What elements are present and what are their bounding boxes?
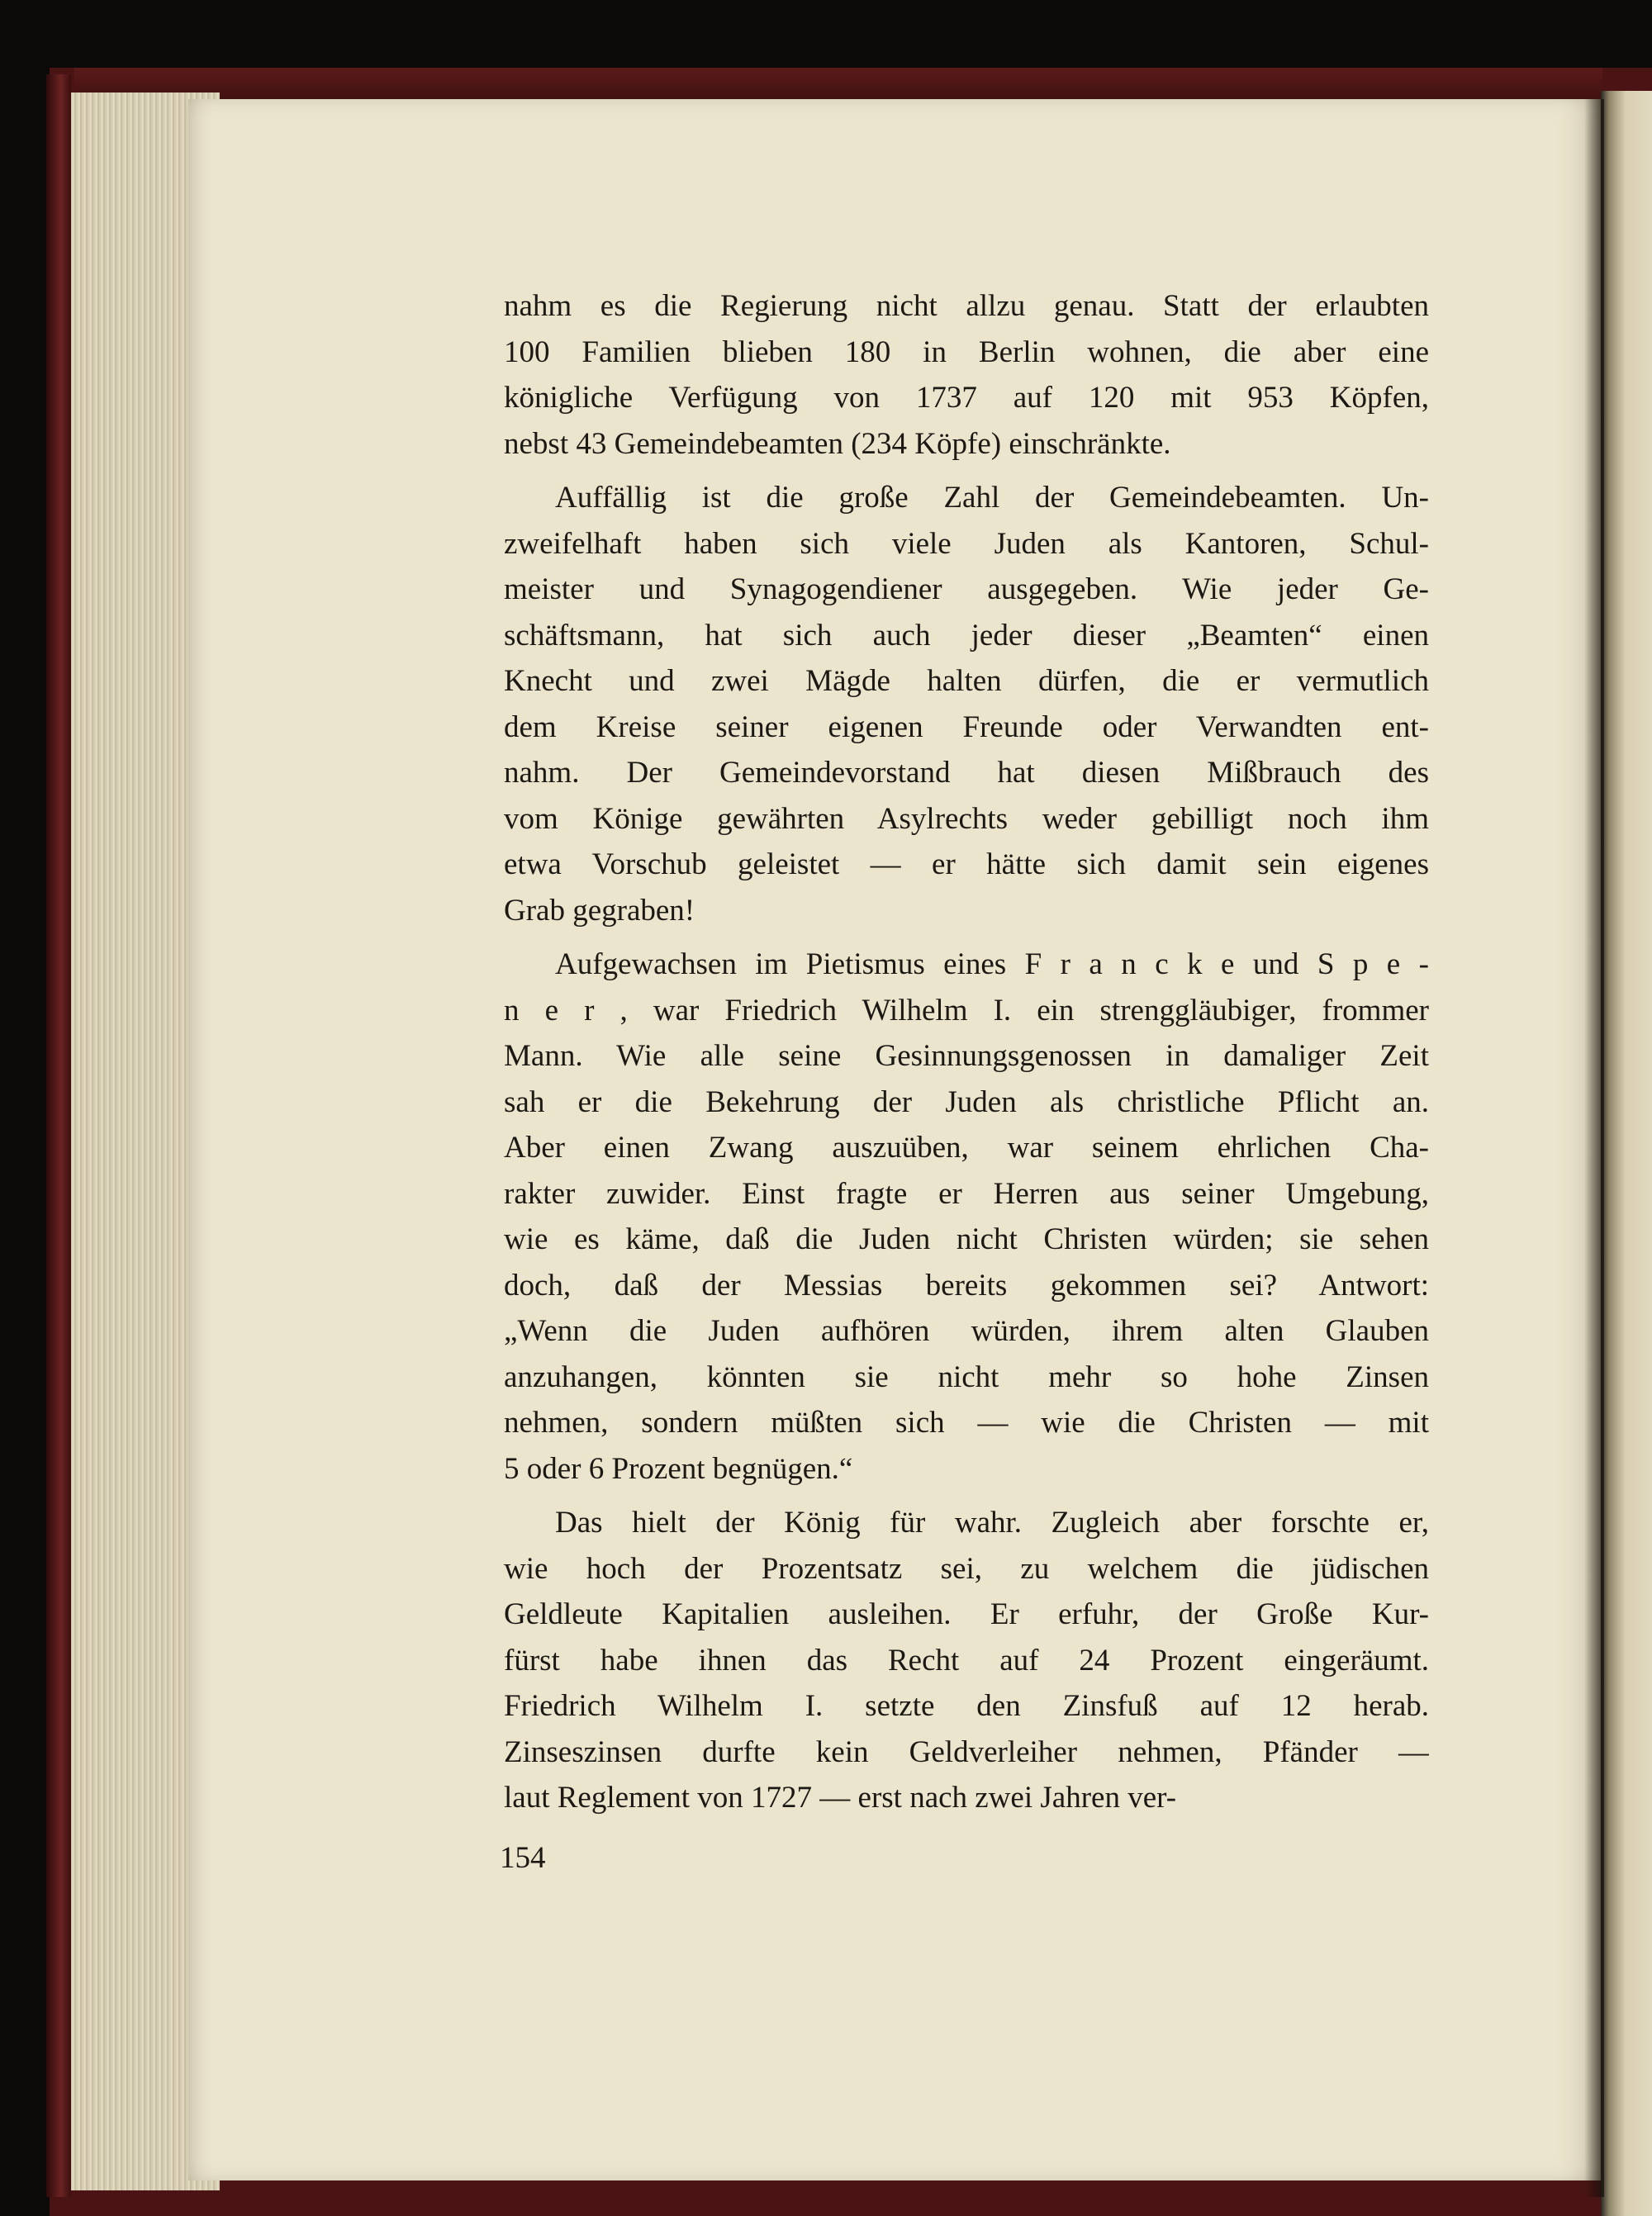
text-line: dem Kreise seiner eigenen Freunde oder Verwandten ent-: [504, 709, 1429, 744]
text-line: schäftsmann, hat sich auch jeder dieser „Beamten“ einen: [504, 618, 1429, 652]
text-line: nahm es die Regierung nicht allzu genau. Statt der erlaubten: [504, 289, 1429, 323]
text-line: Geldleute Kapitalien ausleihen. Er erfuhr, der Große Kur-: [504, 1597, 1429, 1631]
text-line: Knecht und zwei Mägde halten dürfen, die er vermutlich: [504, 664, 1429, 698]
facing-page-edge: [1601, 91, 1652, 2216]
page-text-block: [504, 283, 1429, 1821]
paragraph: [504, 1500, 1429, 1821]
text-line: vom Könige gewährten Asylrechts weder gebilligt noch ihm: [504, 801, 1429, 836]
paragraph: [504, 942, 1429, 1492]
paragraph: [504, 475, 1429, 933]
text-line: sah er die Bekehrung der Juden als christliche Pflicht an.: [504, 1084, 1429, 1119]
text-line: Friedrich Wilhelm I. setzte den Zinsfuß auf 12 herab.: [504, 1689, 1429, 1723]
paragraph: [504, 283, 1429, 467]
text-line: meister und Synagogendiener ausgegeben. Wie jeder Ge-: [504, 572, 1429, 606]
text-line: „Wenn die Juden aufhören würden, ihrem alten Glauben: [504, 1314, 1429, 1348]
paragraph-gap: [504, 933, 1429, 942]
text-line: n e r , war Friedrich Wilhelm I. ein strenggläubiger, frommer: [504, 993, 1429, 1027]
text-line: Auffällig ist die große Zahl der Gemeindebeamten. Un-: [555, 481, 1429, 515]
text-line: doch, daß der Messias bereits gekommen sei? Antwort:: [504, 1268, 1429, 1303]
text-line: nahm. Der Gemeindevorstand hat diesen Mißbrauch des: [504, 756, 1429, 790]
text-line: etwa Vorschub geleistet — er hätte sich damit sein eigenes: [504, 847, 1429, 881]
text-line: rakter zuwider. Einst fragte er Herren aus seiner Umgebung,: [504, 1176, 1429, 1211]
text-line: laut Reglement von 1727 — erst nach zwei Jahren ver-: [504, 1781, 1177, 1815]
text-line: wie hoch der Prozentsatz sei, zu welchem die jüdischen: [504, 1551, 1429, 1586]
text-line: 100 Familien blieben 180 in Berlin wohnen, die aber eine: [504, 335, 1429, 369]
paragraph-gap: [504, 1492, 1429, 1500]
text-line: Aufgewachsen im Pietismus eines F r a n c k e und S p e -: [555, 947, 1429, 981]
text-line: Das hielt der König für wahr. Zugleich aber forschte er,: [555, 1506, 1429, 1540]
page-gutter-shadow: [1584, 99, 1604, 2197]
text-line: nebst 43 Gemeindebeamten (234 Köpfe) einschränkte.: [504, 426, 1171, 461]
page-number: 154: [500, 1841, 546, 1875]
text-line: Grab gegraben!: [504, 893, 695, 928]
text-line: anzuhangen, könnten sie nicht mehr so hohe Zinsen: [504, 1359, 1429, 1394]
text-line: zweifelhaft haben sich viele Juden als Kantoren, Schul-: [504, 526, 1429, 561]
text-line: königliche Verfügung von 1737 auf 120 mit 953 Köpfen,: [504, 381, 1429, 415]
text-line: fürst habe ihnen das Recht auf 24 Prozent eingeräumt.: [504, 1643, 1429, 1677]
text-line: Zinseszinsen durfte kein Geldverleiher nehmen, Pfänder —: [504, 1734, 1429, 1769]
text-line: Mann. Wie alle seine Gesinnungsgenossen in damaliger Zeit: [504, 1039, 1429, 1073]
paragraph-gap: [504, 467, 1429, 475]
book-spine-edge: [46, 74, 71, 2197]
text-line: Aber einen Zwang auszuüben, war seinem ehrlichen Cha-: [504, 1131, 1429, 1165]
text-line: wie es käme, daß die Juden nicht Christen würden; sie sehen: [504, 1222, 1429, 1256]
text-line: nehmen, sondern müßten sich — wie die Christen — mit: [504, 1406, 1429, 1440]
text-line: 5 oder 6 Prozent begnügen.“: [504, 1451, 853, 1486]
